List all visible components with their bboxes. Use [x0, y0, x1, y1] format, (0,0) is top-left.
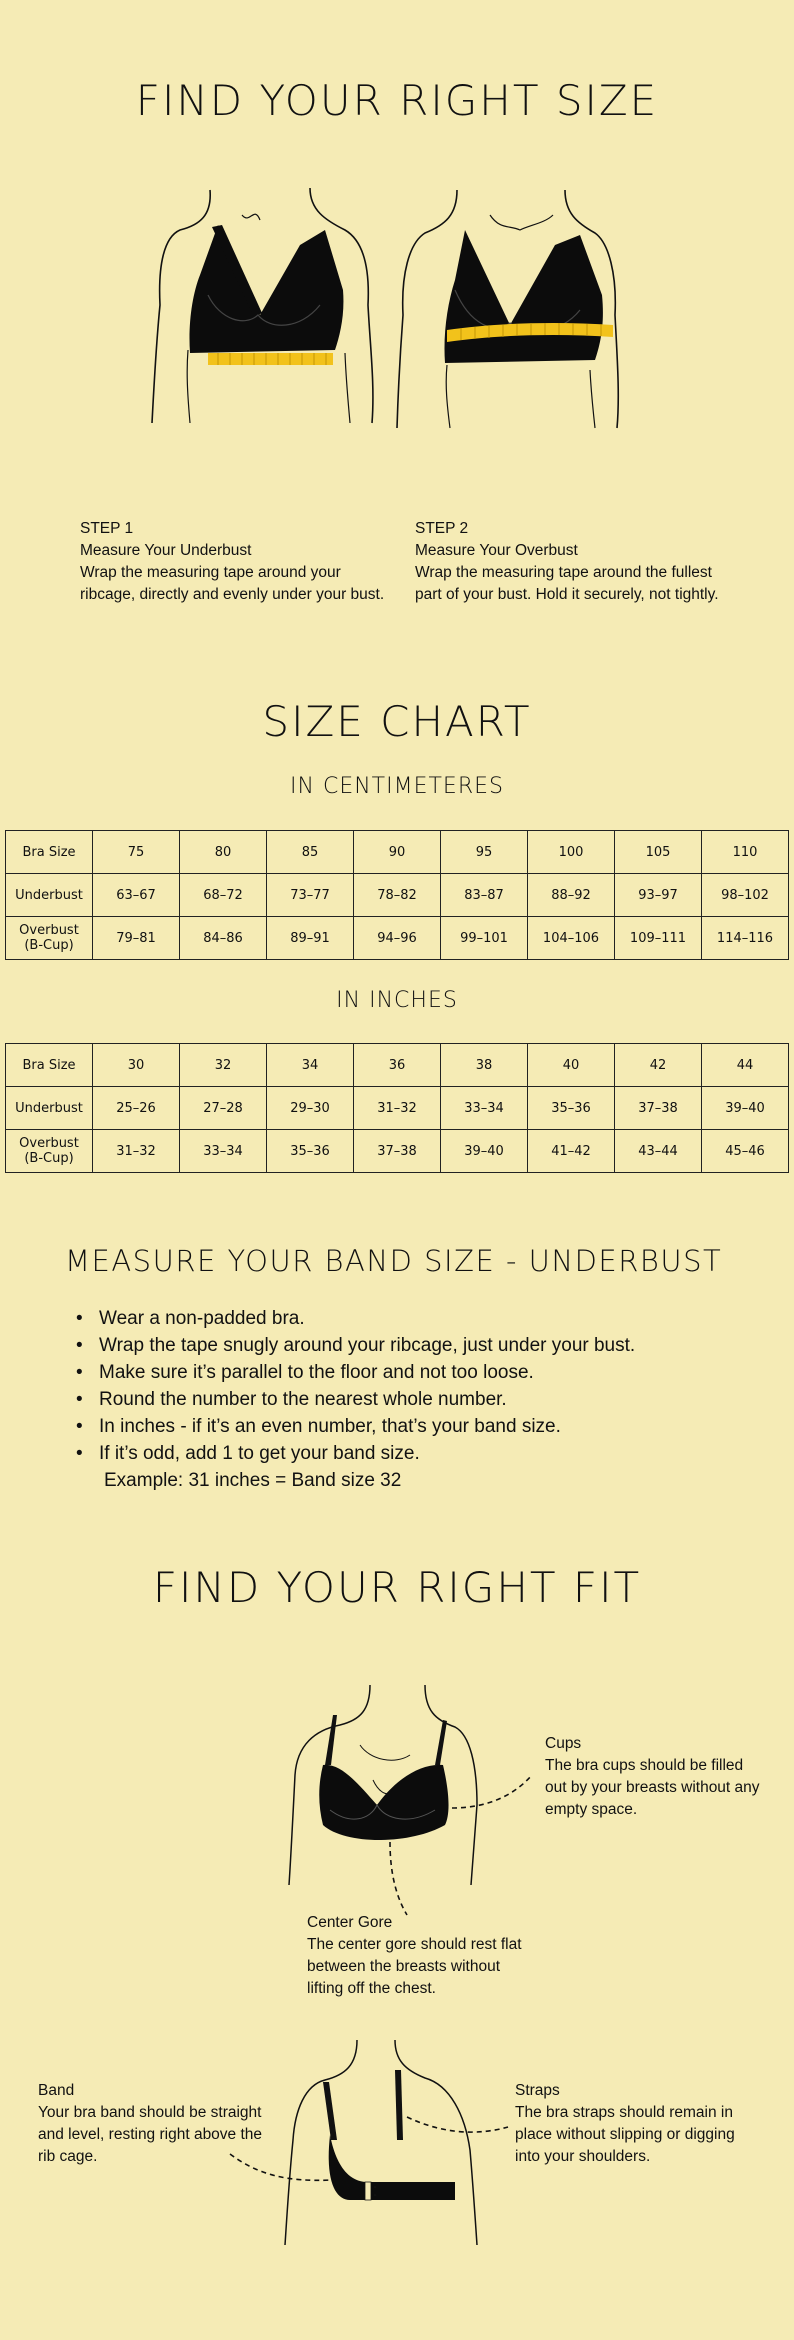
table-cell: 25–26 [93, 1087, 180, 1130]
cups-note-title: Cups [545, 1735, 582, 1752]
table-cell: 93–97 [615, 874, 702, 917]
table-cell: 31–32 [93, 1130, 180, 1173]
fit-title: FIND YOUR RIGHT FIT [152, 1563, 642, 1612]
center-gore-pointer [385, 1840, 415, 1920]
list-item: • If it’s odd, add 1 to get your band size. [66, 1440, 635, 1467]
table-cell: 90 [354, 831, 441, 874]
page-title: FIND YOUR RIGHT SIZE [135, 76, 659, 125]
step-1 [80, 518, 400, 606]
straps-note-text: The bra straps should remain in place without slipping or digging into your shoulders. [515, 2104, 735, 2165]
cups-note [545, 1733, 765, 1821]
table-cell: 78–82 [354, 874, 441, 917]
table-cell: 32 [180, 1044, 267, 1087]
size-chart-title: SIZE CHART [262, 697, 532, 746]
table-cell: 38 [441, 1044, 528, 1087]
table-row [6, 831, 789, 874]
table-cell: 43–44 [615, 1130, 702, 1173]
inches-size-table [5, 1043, 789, 1173]
table-cell: 44 [702, 1044, 789, 1087]
table-cell: 99–101 [441, 917, 528, 960]
table-row [6, 874, 789, 917]
straps-note-title: Straps [515, 2082, 560, 2099]
inches-table-title: IN INCHES [336, 988, 458, 1013]
row-label: Underbust [6, 1087, 93, 1130]
table-cell: 63–67 [93, 874, 180, 917]
list-item: • Wrap the tape snugly around your ribcage, just under your bust. [66, 1332, 635, 1359]
list-item: • Round the number to the nearest whole number. [66, 1386, 635, 1413]
table-cell: 33–34 [441, 1087, 528, 1130]
table-cell: 40 [528, 1044, 615, 1087]
list-item: • Make sure it’s parallel to the floor and not too loose. [66, 1359, 635, 1386]
table-cell: 31–32 [354, 1087, 441, 1130]
cm-size-table [5, 830, 789, 960]
table-row [6, 1130, 789, 1173]
cups-note-text: The bra cups should be filled out by your breasts without any empty space. [545, 1757, 760, 1818]
band-list [66, 1305, 635, 1467]
row-label: Overbust (B-Cup) [6, 1130, 93, 1173]
band-instructions [66, 1305, 635, 1494]
step-2-number: STEP 2 [415, 520, 469, 537]
table-cell: 114–116 [702, 917, 789, 960]
center-gore-note [307, 1912, 527, 2000]
table-cell: 110 [702, 831, 789, 874]
table-cell: 37–38 [615, 1087, 702, 1130]
table-cell: 35–36 [267, 1130, 354, 1173]
table-cell: 37–38 [354, 1130, 441, 1173]
list-item: • Wear a non-padded bra. [66, 1305, 635, 1332]
center-gore-note-title: Center Gore [307, 1914, 393, 1931]
table-cell: 42 [615, 1044, 702, 1087]
cups-pointer [450, 1770, 535, 1810]
table-cell: 33–34 [180, 1130, 267, 1173]
step-2-title: Measure Your Overbust [415, 542, 578, 559]
table-cell: 80 [180, 831, 267, 874]
table-cell: 89–91 [267, 917, 354, 960]
table-cell: 27–28 [180, 1087, 267, 1130]
table-row [6, 1087, 789, 1130]
row-label: Overbust (B-Cup) [6, 917, 93, 960]
table-cell: 94–96 [354, 917, 441, 960]
step-1-title: Measure Your Underbust [80, 542, 252, 559]
table-cell: 39–40 [702, 1087, 789, 1130]
step-1-number: STEP 1 [80, 520, 134, 537]
band-note-text: Your bra band should be straight and level, resting right above the rib cage. [38, 2104, 263, 2165]
row-label: Bra Size [6, 1044, 93, 1087]
table-cell: 95 [441, 831, 528, 874]
step-1-text: Wrap the measuring tape around your ribcage, directly and evenly under your bust. [80, 564, 385, 603]
table-cell: 45–46 [702, 1130, 789, 1173]
step-2 [415, 518, 735, 606]
table-cell: 109–111 [615, 917, 702, 960]
table-cell: 85 [267, 831, 354, 874]
step-2-text: Wrap the measuring tape around the fullest part of your bust. Hold it securely, not tightly. [415, 564, 719, 603]
table-cell: 98–102 [702, 874, 789, 917]
table-cell: 41–42 [528, 1130, 615, 1173]
list-item: • In inches - if it’s an even number, that’s your band size. [66, 1413, 635, 1440]
band-note-title: Band [38, 2082, 75, 2099]
band-note [38, 2080, 268, 2168]
table-cell: 83–87 [441, 874, 528, 917]
table-cell: 84–86 [180, 917, 267, 960]
band-section-title: MEASURE YOUR BAND SIZE - UNDERBUST [65, 1244, 723, 1278]
table-cell: 36 [354, 1044, 441, 1087]
underbust-illustration [150, 185, 380, 425]
table-cell: 29–30 [267, 1087, 354, 1130]
band-example: Example: 31 inches = Band size 32 [104, 1470, 402, 1491]
table-row [6, 917, 789, 960]
table-cell: 30 [93, 1044, 180, 1087]
table-cell: 105 [615, 831, 702, 874]
table-cell: 39–40 [441, 1130, 528, 1173]
straps-pointer [405, 2105, 510, 2145]
table-cell: 100 [528, 831, 615, 874]
table-cell: 79–81 [93, 917, 180, 960]
table-cell: 73–77 [267, 874, 354, 917]
table-cell: 75 [93, 831, 180, 874]
table-cell: 35–36 [528, 1087, 615, 1130]
table-cell: 34 [267, 1044, 354, 1087]
straps-note [515, 2080, 745, 2168]
table-cell: 104–106 [528, 917, 615, 960]
table-row [6, 1044, 789, 1087]
row-label: Bra Size [6, 831, 93, 874]
table-cell: 88–92 [528, 874, 615, 917]
center-gore-note-text: The center gore should rest flat between the breasts without lifting off the chest. [307, 1936, 522, 1997]
cm-table-title: IN CENTIMETERES [290, 774, 504, 799]
table-cell: 68–72 [180, 874, 267, 917]
overbust-illustration [395, 185, 625, 430]
row-label: Underbust [6, 874, 93, 917]
